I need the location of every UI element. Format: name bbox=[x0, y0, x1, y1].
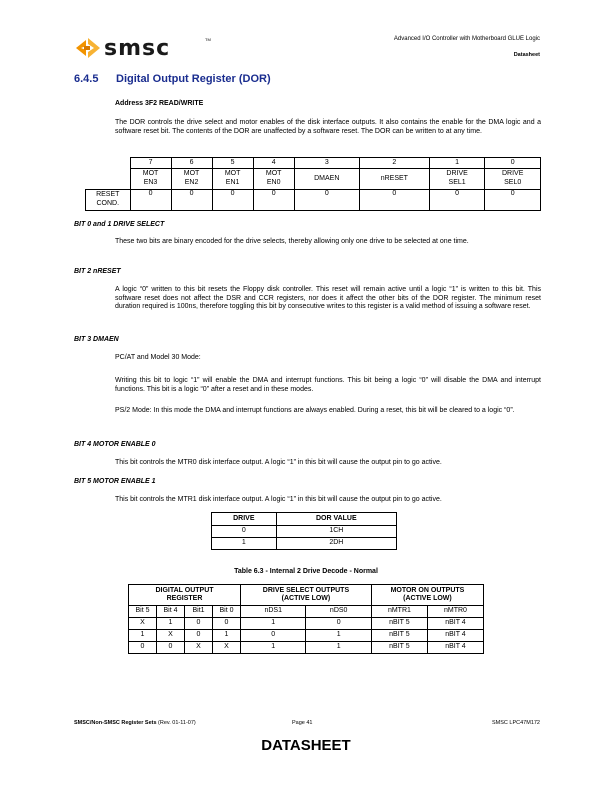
table-row bbox=[129, 642, 484, 654]
table-cell: 0 bbox=[241, 630, 306, 642]
bit-name: MOT EN1 bbox=[212, 169, 253, 190]
sub-header: Bit1 bbox=[185, 606, 213, 618]
datasheet-mark: DATASHEET bbox=[261, 737, 351, 754]
table-cell: nBIT 5 bbox=[371, 630, 427, 642]
smsc-logo bbox=[74, 36, 214, 60]
table-cell: nBIT 4 bbox=[427, 618, 483, 630]
reset-value: 0 bbox=[171, 190, 212, 211]
bit01-heading: BIT 0 and 1 DRIVE SELECT bbox=[74, 221, 165, 228]
bit3-mode-label: PC/AT and Model 30 Mode: bbox=[115, 354, 201, 361]
bit2-heading: BIT 2 nRESET bbox=[74, 268, 121, 275]
table-cell: 0 bbox=[157, 642, 185, 654]
table-row bbox=[129, 630, 484, 642]
table-cell: 0 bbox=[185, 630, 213, 642]
table-cell: 1 bbox=[157, 618, 185, 630]
dor-bit-table bbox=[85, 157, 541, 211]
document-type: Datasheet bbox=[513, 52, 540, 58]
table-cell: nBIT 4 bbox=[427, 642, 483, 654]
footer-part-number: SMSC LPC47M172 bbox=[492, 720, 540, 726]
table-cell: X bbox=[129, 618, 157, 630]
logo-trademark: TM bbox=[205, 37, 211, 42]
bit3-heading: BIT 3 DMAEN bbox=[74, 336, 119, 343]
section-number: 6.4.5 bbox=[74, 73, 99, 85]
bit-name: MOT EN2 bbox=[171, 169, 212, 190]
sub-header: nDS0 bbox=[306, 606, 371, 618]
reset-value: 0 bbox=[429, 190, 485, 211]
table-cell: 1 bbox=[306, 642, 371, 654]
table-cell: 1CH bbox=[276, 526, 396, 538]
table-row bbox=[212, 538, 397, 550]
reset-value: 0 bbox=[212, 190, 253, 211]
section-heading bbox=[74, 73, 271, 86]
table-cell: 1 bbox=[241, 642, 306, 654]
reset-value: 0 bbox=[359, 190, 429, 211]
table-cell: 2DH bbox=[276, 538, 396, 550]
table-cell: X bbox=[213, 642, 241, 654]
bit-name: MOT EN3 bbox=[130, 169, 171, 190]
bit4-text: This bit controls the MTR0 disk interface output. A logic “1” in this bit will cause the output pin to go active. bbox=[115, 459, 442, 466]
footer-revision: (Rev. 01-11-07) bbox=[158, 720, 196, 726]
bit-number: 5 bbox=[212, 158, 253, 169]
bit5-heading: BIT 5 MOTOR ENABLE 1 bbox=[74, 478, 156, 485]
table-cell: X bbox=[185, 642, 213, 654]
drive-dor-table bbox=[211, 512, 397, 550]
table-cell: 1 bbox=[241, 618, 306, 630]
table-header: DRIVE bbox=[212, 513, 277, 526]
intro-paragraph: The DOR controls the drive select and motor enables of the disk interface outputs. It also contains the enable for the DMA logic and a software reset bit. The contents of the DOR are unaffected by a software reset. The DOR can be written to at any time. bbox=[115, 119, 541, 135]
bit-name: MOT EN0 bbox=[253, 169, 294, 190]
table-cell: 0 bbox=[306, 618, 371, 630]
bit-name: nRESET bbox=[359, 169, 429, 190]
bit-number: 2 bbox=[359, 158, 429, 169]
table-cell: 1 bbox=[213, 630, 241, 642]
table-cell: 1 bbox=[129, 630, 157, 642]
footer-section-name: SMSC/Non-SMSC Register Sets bbox=[74, 720, 157, 726]
bit-number: 3 bbox=[294, 158, 359, 169]
smsc-logo-icon bbox=[74, 37, 102, 59]
group-header: DRIVE SELECT OUTPUTS (ACTIVE LOW) bbox=[241, 585, 372, 606]
group-header: MOTOR ON OUTPUTS (ACTIVE LOW) bbox=[371, 585, 483, 606]
bit-name: DRIVE SEL1 bbox=[429, 169, 485, 190]
table-cell: 0 bbox=[185, 618, 213, 630]
bit2-text: A logic “0” written to this bit resets the Floppy disk controller. This reset will remain active until a logic “1” is written to this bit. This software reset does not affect the DSR and CCR registers, nor does it affect the other bits of the DOR register. The minimum reset duration required is 100ns, therefore toggling this bit by consecutive writes to this register is a valid method of issuing a software reset. bbox=[115, 286, 541, 311]
logo-wordmark: smsc bbox=[104, 36, 171, 61]
bit01-text: These two bits are binary encoded for the drive selects, thereby allowing only one drive to be selected at one time. bbox=[115, 238, 469, 245]
table-cell: nBIT 5 bbox=[371, 642, 427, 654]
table-cell: 0 bbox=[129, 642, 157, 654]
sub-header: Bit 4 bbox=[157, 606, 185, 618]
page-number: Page 41 bbox=[292, 720, 313, 726]
bit-number: 0 bbox=[485, 158, 541, 169]
sub-header: nDS1 bbox=[241, 606, 306, 618]
bit3-text-pcat: Writing this bit to logic “1” will enable the DMA and interrupt functions. This bit being a logic “0” will disable the DMA and interrupt functions. This bit is a logic “0” after a reset and in these modes. bbox=[115, 377, 541, 393]
sub-header: nMTR1 bbox=[371, 606, 427, 618]
group-header: DIGITAL OUTPUT REGISTER bbox=[129, 585, 241, 606]
reset-value: 0 bbox=[130, 190, 171, 211]
bit4-heading: BIT 4 MOTOR ENABLE 0 bbox=[74, 441, 156, 448]
table-cell: nBIT 5 bbox=[371, 618, 427, 630]
table-caption: Table 6.3 - Internal 2 Drive Decode - Normal bbox=[234, 568, 378, 575]
table-cell: X bbox=[157, 630, 185, 642]
footer-left bbox=[74, 720, 196, 727]
document-title: Advanced I/O Controller with Motherboard GLUE Logic bbox=[393, 36, 540, 42]
sub-header: Bit 5 bbox=[129, 606, 157, 618]
table-cell: 1 bbox=[212, 538, 277, 550]
bit5-text: This bit controls the MTR1 disk interface output. A logic “1” in this bit will cause the output pin to go active. bbox=[115, 496, 442, 503]
bit3-text-ps2: PS/2 Mode: In this mode the DMA and interrupt functions are always enabled. During a reset, this bit will be cleared to a logic “0”. bbox=[115, 407, 515, 414]
reset-value: 0 bbox=[485, 190, 541, 211]
register-address: Address 3F2 READ/WRITE bbox=[115, 100, 204, 107]
sub-header: nMTR0 bbox=[427, 606, 483, 618]
reset-value: 0 bbox=[294, 190, 359, 211]
table-cell: 0 bbox=[213, 618, 241, 630]
bit-number: 6 bbox=[171, 158, 212, 169]
table-cell: 1 bbox=[306, 630, 371, 642]
section-title: Digital Output Register (DOR) bbox=[116, 73, 271, 85]
bit-number: 1 bbox=[429, 158, 485, 169]
drive-decode-table bbox=[128, 584, 484, 654]
bit-number: 7 bbox=[130, 158, 171, 169]
reset-value: 0 bbox=[253, 190, 294, 211]
bit-name: DRIVE SEL0 bbox=[485, 169, 541, 190]
sub-header: Bit 0 bbox=[213, 606, 241, 618]
bit-name: DMAEN bbox=[294, 169, 359, 190]
reset-condition-label: RESET COND. bbox=[86, 190, 131, 211]
bit-number: 4 bbox=[253, 158, 294, 169]
table-row bbox=[129, 618, 484, 630]
table-row bbox=[212, 526, 397, 538]
table-cell: nBIT 4 bbox=[427, 630, 483, 642]
table-header: DOR VALUE bbox=[276, 513, 396, 526]
table-cell: 0 bbox=[212, 526, 277, 538]
